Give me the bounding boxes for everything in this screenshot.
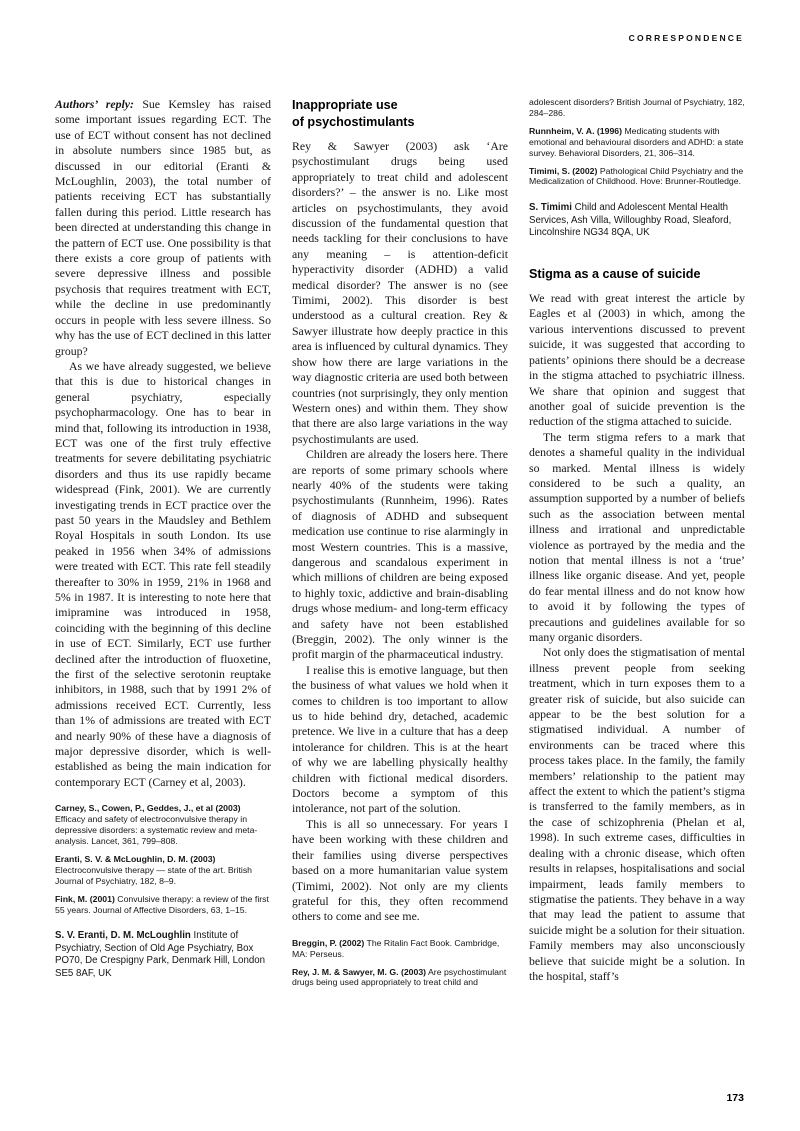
signature-address: Child and Adolescent Mental Health Services, Ash Villa, Willoughby Road, Sleaford, Lincolnshire NG34 8QA, UK bbox=[529, 202, 732, 239]
signature-name: S. Timimi bbox=[529, 202, 572, 214]
reference-text: Are psychostimulant drugs being used appropriately to treat child and bbox=[292, 966, 507, 988]
reference-text: Efficacy and safety of electroconvulsive therapy in depressive disorders: a systematic review and meta-analysis. Lancet, 361, 799–808. bbox=[55, 814, 258, 846]
authors-reply-label: Authors’ reply: bbox=[55, 97, 134, 111]
paragraph: As we have already suggested, we believe that this is due to historical changes in general psychiatry, especially psychopharmacology. One has to bear in mind that, following its introduction in 1938, ECT was one of the first truly effective treatments for severe debilitating psychiatric disorders and thus its use rapidly became widespread (Fink, 2001). We are currently investigating trends in ECT practice over the past 50 years in the Maudsley and Bethlem Royal Hospitals in south London. Its use peaked in 1956 when 34% of admissions were treated with ECT. This rate fell steadily thereafter to 30% in 1959, 21% in 1968 and 5% in 1987. It is interesting to note here that imipramine was introduced in 1958, coinciding with the beginning of this decline in use of ECT. Similarly, ECT use further declined after the introduction of fluoxetine, the first of the selective serotonin reuptake inhibitors, in 1988, such that by 1991 2% of admissions received ECT. Currently, less than 1% of admissions are treated with ECT and nearly 90% of these have a diagnosis of major depressive disorder, which is well-established as being the main indication for contemporary ECT (Carney et al, 2003). bbox=[55, 358, 271, 789]
column-right bbox=[529, 97, 745, 995]
reference-continuation: adolescent disorders? British Journal of Psychiatry, 182, 284–286. bbox=[529, 97, 745, 118]
paragraph: The term stigma refers to a mark that denotes a shameful quality in the individual so marked. Mental illness is widely considered to be such a quality, an assumption supported by a number of beliefs such as the association between mental illness and irrational and unpredictable violence as portrayed by the media and the notion that mental illness is not a ‘true’ illness like organic disease. And yet, people do fear mental illness and do not know how to avoid it by following the types of precautions and guidelines available for so many organic disorders. bbox=[529, 429, 745, 644]
reference-entry bbox=[292, 938, 508, 960]
reference-authors: Breggin, P. (2002) bbox=[292, 937, 365, 948]
reference-entry bbox=[529, 166, 745, 188]
paragraph: We read with great interest the article by Eagles et al (2003) in which, among the various interventions discussed to prevent suicide, it was suggested that according to patients’ opinions there should be a decrease in the stigma attached to psychiatric illness. We share that opinion and suggest that another goal of suicide prevention is the reduction of the stigma attached to suicide. bbox=[529, 291, 745, 429]
reference-text: Convulsive therapy: a review of the first 55 years. Journal of Affective Disorders, 63, 1–15. bbox=[55, 893, 269, 915]
signature-name: S. V. Eranti, D. M. McLoughlin bbox=[55, 930, 191, 942]
reference-entry bbox=[529, 126, 745, 159]
reference-authors: Timimi, S. (2002) bbox=[529, 165, 598, 176]
reference-authors: Eranti, S. V. & McLoughlin, D. M. (2003) bbox=[55, 853, 216, 864]
author-signature bbox=[55, 930, 271, 980]
letter-title bbox=[292, 97, 508, 130]
paragraph bbox=[55, 97, 271, 359]
reference-authors: Runnheim, V. A. (1996) bbox=[529, 125, 623, 136]
reference-text: The Ritalin Fact Book. Cambridge, MA: Perseus. bbox=[292, 937, 500, 959]
reference-entry bbox=[55, 803, 271, 847]
reference-text: Pathological Child Psychiatry and the Medicalization of Childhood. Hove: Brunner-Routledge. bbox=[529, 165, 744, 187]
reference-entry bbox=[55, 854, 271, 887]
paragraph: Rey & Sawyer (2003) ask ‘Are psychostimulant drugs being used appropriately to treat child and adolescent disorders?’ – the answer is no. Like most articles on psychostimulants, they avoid discussion of the fundamental question that needs tackling for their conclusions to have any meaning – is attention-deficit hyperactivity disorder (ADHD) a valid medical disorder? The answer is no (see Timimi, 2002). This disorder is best understood as a cultural creation. Rey & Sawyer illustrate how deeply practice in this area is influenced by cultural dynamics. They show how there are large variations in the way diagnostic criteria are used both between countries (not surprisingly, they only mention Western ones) and within them. They show that there are also large variations in the way psychostimulants are used. bbox=[292, 139, 508, 446]
column-left bbox=[55, 97, 271, 995]
letter-title: Stigma as a cause of suicide bbox=[529, 266, 701, 281]
column-layout bbox=[55, 97, 745, 995]
paragraph: I realise this is emotive language, but then the business of what values we hold when it comes to children is too important to allow us to hide behind dry, detached, academic pretence. We live in a culture that has a deep intolerance for children. This is at the heart of why we are labelling physically healthy children with fictional medical disorders. Doctors become a symptom of this intolerance, not part of the solution. bbox=[292, 662, 508, 816]
letter-title-line: of psychostimulants bbox=[292, 114, 415, 129]
reference-entry bbox=[55, 894, 271, 916]
paragraph: This is all so unnecessary. For years I have been working with these children and their families using diverse perspectives based on a more humanitarian value system (Timimi, 2002). Not only are my clients grateful for this, they often recommend others to come and see me. bbox=[292, 816, 508, 924]
references bbox=[55, 803, 271, 915]
signature-address: Institute of Psychiatry, Section of Old Age Psychiatry, Box PO70, De Crespigny Park, Denmark Hill, London SE5 8AF, UK bbox=[55, 930, 265, 979]
paragraph-text: Sue Kemsley has raised some important issues regarding ECT. The use of ECT without consent has not declined in absolute numbers since 1985 but, as discussed in our editorial (Eranti & McLoughlin, 2003), the total number of patients receiving ECT has substantially fallen during this period. Little research has been directed at understanding this change in the pattern of ECT use. One possibility is that there exists a core group of patients with severe depressive illness and possible psychosis that requires treatment with ECT, while the decline in use predominantly occurs in people with less severe illness. So why has the use of ECT declined in this latter group? bbox=[55, 97, 271, 358]
letter-title-line: Inappropriate use bbox=[292, 98, 398, 112]
column-middle bbox=[292, 97, 508, 995]
page-number: 173 bbox=[726, 1092, 744, 1104]
references bbox=[292, 938, 508, 989]
running-head: CORRESPONDENCE bbox=[628, 33, 744, 43]
reference-text: Electroconvulsive therapy — state of the art. British Journal of Psychiatry, 182, 8–9. bbox=[55, 864, 253, 886]
author-signature bbox=[529, 202, 745, 239]
reference-text: Medicating students with emotional and behavioural disorders and ADHD: a state survey. Behavioral Disorders, 21, 306–314. bbox=[529, 125, 744, 158]
paragraph: Not only does the stigmatisation of mental illness prevent people from seeking treatment, which in turn exposes them to a greater risk of suicide, but also suicide can appear to be the best solution for a stigmatised individual. A number of environments can be traced where this process takes place. In the family, the family members’ relationship to the patient may affect the extent to which the patient’s stigma is transferred to the family members, as in the case of schizophrenia (Phelan et al, 1998). In such extreme cases, difficulties in dealing with a chronic disease, which often results in relapses, hospitalisations and social impairment, leads family members to stigmatise the patients. They behave in a way that may lead the patient to assume that suicide might be a solution for their situation. Family members may also unconsciously believe that suicide might be a solution. In the hospital, staff’s bbox=[529, 645, 745, 983]
reference-authors: Rey, J. M. & Sawyer, M. G. (2003) bbox=[292, 966, 427, 977]
reference-entry bbox=[292, 967, 508, 989]
references bbox=[529, 97, 745, 187]
paragraph: Children are already the losers here. There are reports of some primary schools where nearly 40% of the students were taking psychostimulants (Runnheim, 1996). Rates of diagnosis of ADHD and subsequent medication use continue to rise alarmingly in most Western countries. This is a massive, dangerous and scandalous experiment in which millions of children are being exposed to highly toxic, addictive and brain-disabling drugs whose medium- and long-term efficacy and safety have not been established (Breggin, 2002). The only winner is the profit margin of the pharmaceutical industry. bbox=[292, 447, 508, 662]
reference-authors: Carney, S., Cowen, P., Geddes, J., et al (2003) bbox=[55, 803, 241, 814]
reference-authors: Fink, M. (2001) bbox=[55, 893, 115, 904]
